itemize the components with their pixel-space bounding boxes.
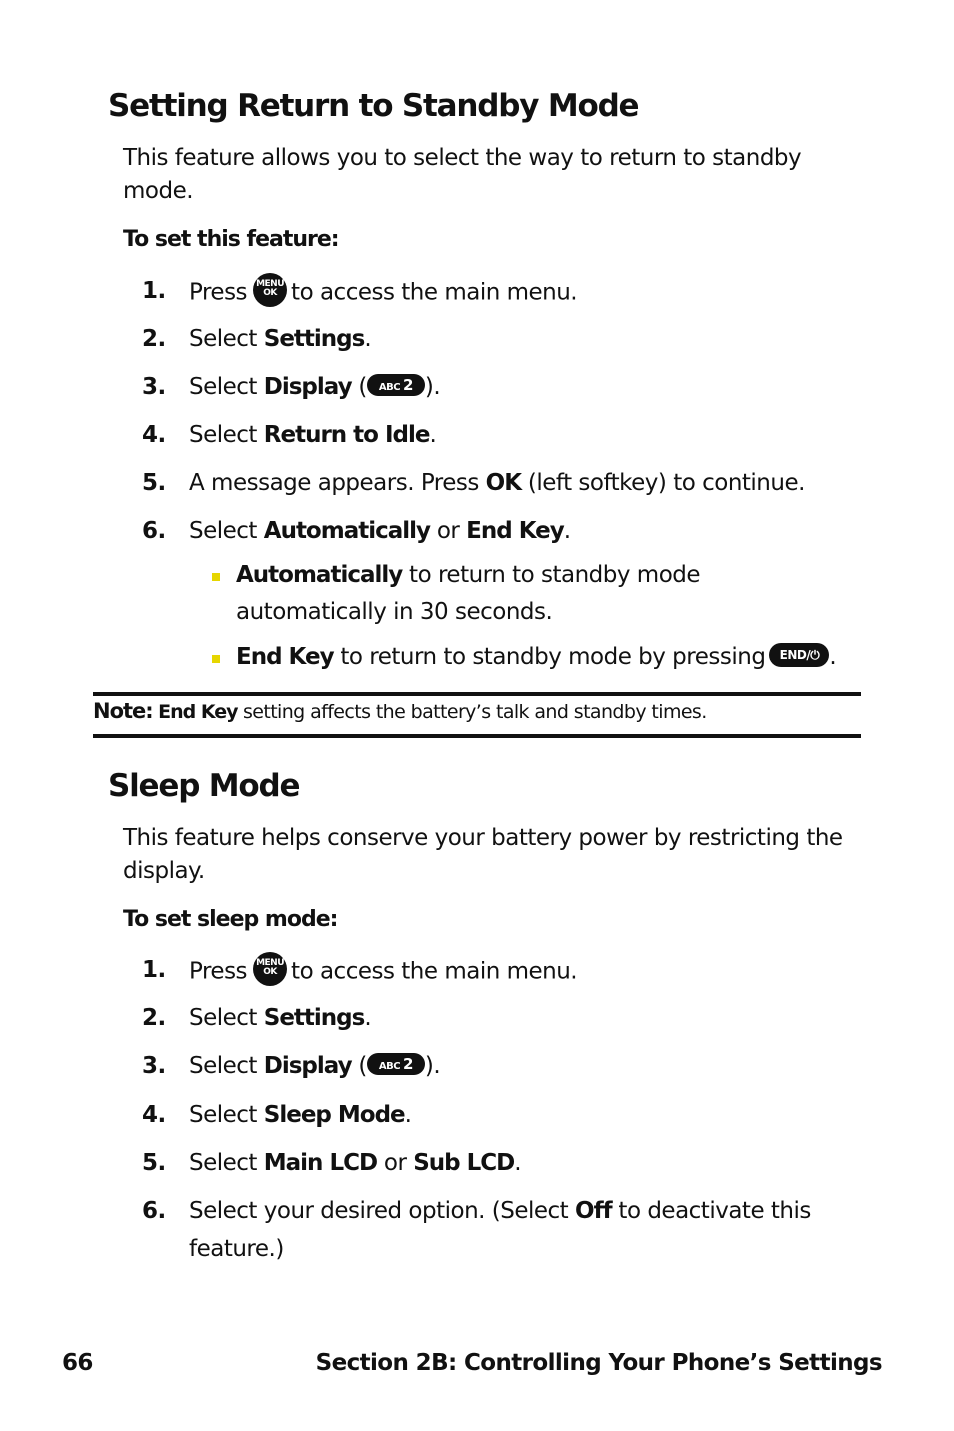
step-6: 6. Select your desired option. (Select Off to deactivate this feature.): [142, 1198, 811, 1262]
step-2: 2. Select Settings.: [142, 1005, 372, 1031]
step-5: 5. Select Main LCD or Sub LCD.: [142, 1150, 522, 1176]
abc-2-key-icon: ABC 2: [367, 1053, 425, 1075]
section-intro: This feature allows you to select the way to return to standby mode.: [123, 145, 802, 204]
running-footer: Section 2B: Controlling Your Phone’s Settings: [315, 1350, 882, 1376]
bullet-square-icon: [212, 655, 220, 663]
step-3: 3. Select Display ( ABC 2 ).: [142, 374, 441, 400]
section-title: Sleep Mode: [108, 768, 300, 804]
step-1: 1. Press MENU OK to access the main menu.: [142, 955, 862, 985]
note: Note: End Key setting affects the battery’s talk and standby times.: [93, 699, 707, 723]
step-2: 2. Select Settings.: [142, 326, 372, 352]
menu-ok-key-icon: MENU OK: [253, 273, 287, 307]
subheading: To set this feature:: [123, 227, 339, 252]
step-4: 4. Select Sleep Mode.: [142, 1102, 412, 1128]
step-1: 1. Press MENU OK to access the main menu.: [142, 276, 862, 306]
page-number: 66: [62, 1350, 93, 1376]
bullet-automatically: Automatically to return to standby mode automatically in 30 seconds.: [212, 557, 852, 637]
bullet-square-icon: [212, 573, 220, 581]
section-title: Setting Return to Standby Mode: [108, 88, 639, 124]
step-3: 3. Select Display ( ABC 2 ).: [142, 1053, 441, 1079]
step-4: 4. Select Return to Idle.: [142, 422, 437, 448]
abc-2-key-icon: ABC 2: [367, 374, 425, 396]
subheading: To set sleep mode:: [123, 907, 338, 932]
step-6: 6. Select Automatically or End Key.: [142, 518, 571, 544]
note-rule-bottom: [93, 734, 861, 738]
section-intro: This feature helps conserve your battery power by restricting the display.: [123, 825, 843, 884]
menu-ok-key-icon: MENU OK: [253, 952, 287, 986]
step-5: 5. A message appears. Press OK (left softkey) to continue.: [142, 470, 805, 496]
end-power-key-icon: END/⏻: [769, 643, 829, 667]
note-rule-top: [93, 692, 861, 696]
bullet-end-key: End Key to return to standby mode by pressing END/⏻ .: [212, 639, 852, 677]
